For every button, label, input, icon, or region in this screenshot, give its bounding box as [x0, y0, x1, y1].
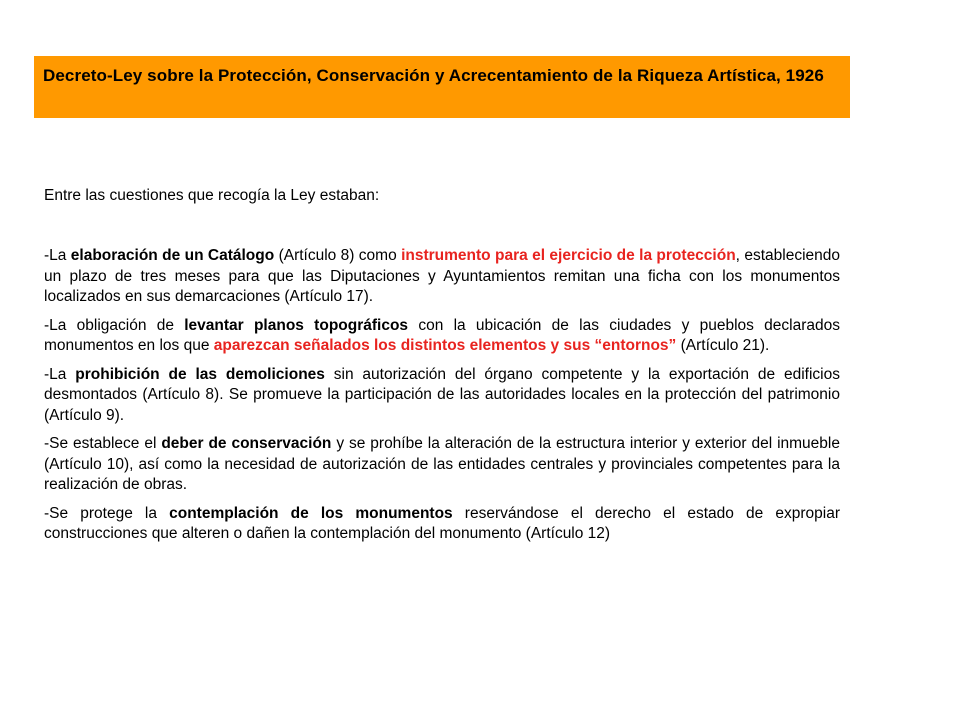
page-title: Decreto-Ley sobre la Protección, Conservación y Acrecentamiento de la Riqueza Artística, 1926 [43, 66, 824, 85]
p1-text-c: (Artículo 8) como [274, 247, 402, 264]
p5-bold-term: contemplación de los monumentos [169, 504, 453, 522]
paragraph-conservacion [44, 434, 840, 496]
paragraph-demoliciones [44, 365, 840, 427]
p3-text-c: sin autorización del órgano competente y la exportación de edificios desmontados (Artículo 8). Se promueve la participación de las autoridades locales en la protección del patrimonio (Artículo 9). [44, 365, 840, 424]
title-banner [34, 56, 850, 118]
p5-text-a: -Se protege la [44, 504, 170, 522]
p3-bold-term: prohibición de las demoliciones [75, 365, 325, 383]
p1-text-a: -La [44, 247, 71, 264]
p4-text-c: y se prohíbe la alteración de la estructura interior y exterior del inmueble (Artículo 10), así como la necesidad de autorización de las entidades centrales y provinciales competentes para la realización de obras. [44, 435, 840, 493]
p1-highlight: instrumento para el ejercicio de la protección [401, 247, 736, 264]
paragraph-planos [44, 316, 840, 357]
p4-bold-term: deber de conservación [161, 435, 332, 452]
p2-text-c: con la ubicación de las ciudades y pueblos declarados monumentos en los que [44, 316, 840, 354]
paragraph-catalogo [44, 246, 840, 308]
p1-bold-term: elaboración de un Catálogo [70, 247, 275, 264]
p1-text-e: , estableciendo un plazo de tres meses para que las Diputaciones y Ayuntamientos remitan una ficha con los monumentos localizados en sus demarcaciones (Artículo 17). [44, 247, 841, 305]
p2-text-e: (Artículo 21). [676, 337, 770, 354]
p3-text-a: -La [44, 365, 76, 383]
p2-bold-term: levantar planos topográficos [184, 316, 409, 334]
slide-body [44, 186, 840, 553]
p5-text-c: reservándose el derecho el estado de expropiar construcciones que alteren o dañen la contemplación del monumento (Artículo 12) [44, 504, 840, 542]
p2-text-a: -La obligación de [44, 316, 185, 334]
intro-text: Entre las cuestiones que recogía la Ley estaban: [44, 187, 380, 204]
p2-highlight: aparezcan señalados los distintos elementos y sus “entornos” [213, 337, 677, 354]
paragraph-contemplacion [44, 504, 840, 545]
p4-text-a: -Se establece el [44, 435, 162, 452]
